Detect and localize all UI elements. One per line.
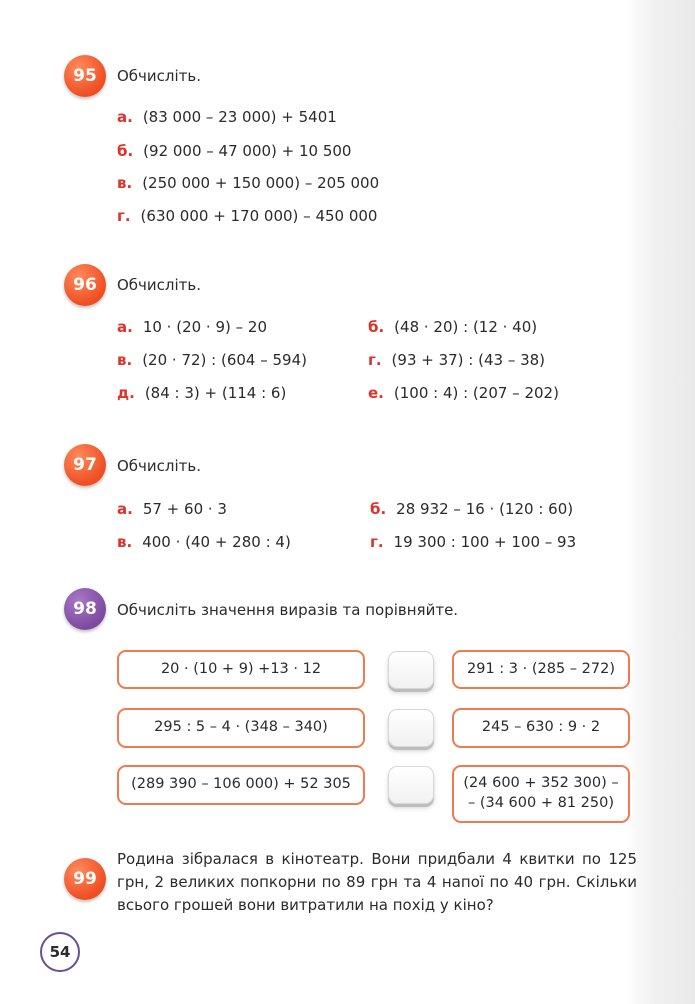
item-label: е. [368, 384, 384, 402]
task-97-badge: 97 [64, 444, 106, 486]
item-expression: (20 · 72) : (604 – 594) [142, 351, 307, 369]
task-98-title: Обчисліть значення виразів та порівняйте. [117, 601, 459, 619]
item-label: в. [117, 533, 133, 551]
task-98-right-expression-3 [452, 765, 630, 823]
item-expression: 10 · (20 · 9) – 20 [142, 318, 267, 336]
item-expression: (83 000 – 23 000) + 5401 [142, 108, 337, 126]
task-98-badge: 98 [64, 588, 106, 630]
task-97-item-v [117, 533, 291, 551]
task-98-left-expression-2: 295 : 5 – 4 · (348 – 340) [117, 708, 365, 748]
item-expression: (48 · 20) : (12 · 40) [394, 318, 538, 336]
item-label: в. [117, 174, 133, 192]
item-expression: 28 932 – 16 · (120 : 60) [396, 500, 574, 518]
task-96-item-h [368, 351, 545, 369]
task-98-left-expression-3: (289 390 – 106 000) + 52 305 [117, 765, 365, 805]
item-expression: (630 000 + 170 000) – 450 000 [140, 207, 378, 225]
task-95-item-v [117, 174, 379, 192]
task-99-badge: 99 [64, 858, 106, 900]
item-label: б. [117, 142, 134, 160]
task-97-item-h [370, 533, 576, 551]
item-label: б. [370, 500, 387, 518]
item-label: а. [117, 500, 133, 518]
expression-line-1: (24 600 + 352 300) – [463, 775, 619, 792]
task-98-right-expression-2: 245 – 630 : 9 · 2 [452, 708, 630, 748]
item-label: б. [368, 318, 385, 336]
item-expression: (93 + 37) : (43 – 38) [391, 351, 546, 369]
item-label: в. [117, 351, 133, 369]
task-95-badge: 95 [64, 55, 106, 97]
task-97-title: Обчисліть. [117, 457, 202, 475]
task-99-text: Родина зібралася в кінотеатр. Вони придбали 4 квитки по 125 грн, 2 великих попкорни по 89 грн та 4 напої по 40 грн. Скільки всього грошей вони витратили на похід у кіно? [117, 850, 637, 914]
item-label: а. [117, 108, 133, 126]
item-expression: (92 000 – 47 000) + 10 500 [143, 142, 352, 160]
task-98-compare-box-3[interactable] [388, 766, 434, 804]
task-95-item-h [117, 207, 377, 225]
task-95-title: Обчисліть. [117, 67, 202, 85]
task-98-right-expression-1: 291 : 3 · (285 – 272) [452, 650, 630, 689]
item-expression: 57 + 60 · 3 [142, 500, 227, 518]
task-96-title: Обчисліть. [117, 276, 202, 294]
item-expression: 19 300 : 100 + 100 – 93 [393, 533, 577, 551]
task-98-left-expression-1: 20 · (10 + 9) +13 · 12 [117, 650, 365, 689]
task-96-item-b [368, 318, 537, 336]
page-number: 54 [40, 932, 80, 972]
item-expression: (250 000 + 150 000) – 205 000 [142, 174, 380, 192]
item-expression: (100 : 4) : (207 – 202) [393, 384, 559, 402]
task-95-item-a [117, 108, 337, 126]
item-label: г. [370, 533, 384, 551]
item-expression: (84 : 3) + (114 : 6) [144, 384, 287, 402]
expression-line-2: – (34 600 + 81 250) [467, 795, 614, 811]
item-label: д. [117, 384, 135, 402]
task-98-compare-box-2[interactable] [388, 709, 434, 747]
item-expression: 400 · (40 + 280 : 4) [142, 533, 291, 551]
item-label: г. [117, 207, 131, 225]
task-97-item-b [370, 500, 573, 518]
item-label: г. [368, 351, 382, 369]
task-96-item-d [117, 384, 286, 402]
task-95-item-b [117, 142, 351, 160]
task-96-item-v [117, 351, 307, 369]
task-96-item-a [117, 318, 267, 336]
task-96-item-e [368, 384, 559, 402]
task-96-badge: 96 [64, 264, 106, 306]
item-label: а. [117, 318, 133, 336]
task-98-compare-box-1[interactable] [388, 651, 434, 689]
task-97-item-a [117, 500, 227, 518]
